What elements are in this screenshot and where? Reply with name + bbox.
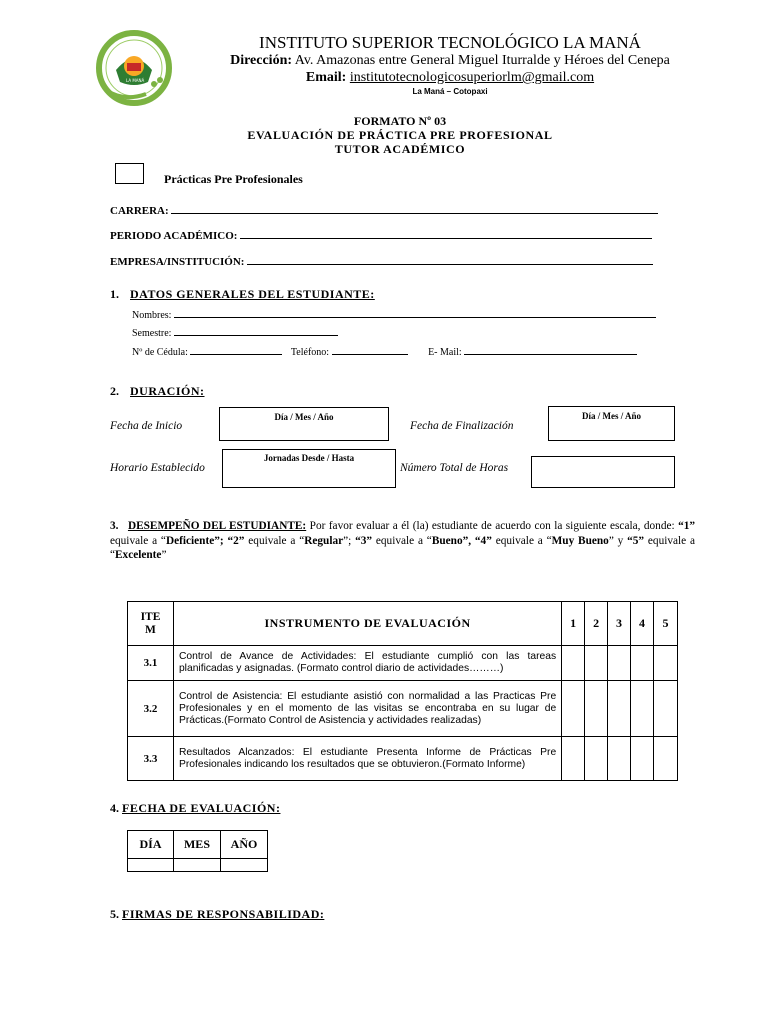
- carrera-label: CARRERA:: [110, 205, 169, 217]
- horario-label: Horario Establecido: [110, 462, 205, 474]
- score-header-5: 5: [653, 602, 677, 646]
- contact-row: [132, 345, 637, 358]
- fecha-inicio-label: Fecha de Inicio: [110, 420, 183, 432]
- score-header-4: 4: [631, 602, 654, 646]
- item-description: Resultados Alcanzados: El estudiante Presenta Informe de Prácticas Pre Profesionales indicando los resultados que se obtuvieron.(Formato Informe): [173, 737, 561, 781]
- scale-value-5: Excelente: [115, 549, 162, 561]
- scale-text-8: equivale a “: [495, 534, 552, 547]
- table-row: [128, 737, 678, 781]
- fecha-fin-label: Fecha de Finalización: [410, 420, 514, 432]
- student-email-input[interactable]: [464, 345, 637, 355]
- periodo-label: PERIODO ACADÉMICO:: [110, 230, 238, 242]
- scale-key-2: “2”: [227, 534, 245, 547]
- logo: [94, 30, 174, 106]
- col-instrumento-header: INSTRUMENTO DE EVALUACIÓN: [173, 602, 561, 646]
- scale-text-1: Por favor evaluar a él (la) estudiante de acuerdo con la siguiente escala, donde:: [309, 520, 675, 532]
- fecha-inicio-box[interactable]: [219, 407, 389, 441]
- nombres-input[interactable]: [174, 308, 656, 318]
- svg-text:LA MANÁ: LA MANÁ: [126, 78, 145, 83]
- section1-title: DATOS GENERALES DEL ESTUDIANTE:: [130, 287, 375, 301]
- dia-header: DÍA: [128, 831, 174, 859]
- section2-heading: [110, 384, 205, 399]
- score-cell[interactable]: [608, 646, 631, 681]
- scale-value-3: Bueno: [431, 534, 463, 547]
- section1-number: 1.: [110, 287, 119, 301]
- carrera-field: [110, 202, 658, 217]
- address-line: [180, 53, 720, 69]
- section2-title: DURACIÓN:: [130, 384, 205, 398]
- empresa-label: EMPRESA/INSTITUCIÓN:: [110, 256, 245, 268]
- fecha-fin-hint: Día / Mes / Año: [581, 411, 641, 421]
- item-number: 3.1: [128, 646, 174, 681]
- scale-text-6: equivale a “: [375, 534, 432, 547]
- anio-header: AÑO: [221, 831, 268, 859]
- score-header-2: 2: [585, 602, 608, 646]
- scale-key-1: “1”: [678, 520, 696, 532]
- score-cell[interactable]: [562, 681, 585, 737]
- semestre-input[interactable]: [174, 326, 338, 336]
- score-cell[interactable]: [608, 737, 631, 781]
- periodo-field: [110, 227, 652, 242]
- nombres-label: Nombres:: [132, 310, 172, 321]
- scale-key-5: “5”: [627, 534, 645, 547]
- horas-label: Número Total de Horas: [400, 462, 509, 474]
- item-description: Control de Avance de Actividades: El estudiante cumplió con las tareas planificadas y asignadas. (Formato control diario de actividades………): [173, 646, 561, 681]
- score-cell[interactable]: [585, 737, 608, 781]
- col-item-header: ITEM: [128, 602, 174, 646]
- cedula-input[interactable]: [190, 345, 282, 355]
- section3-paragraph: [110, 519, 695, 563]
- telefono-input[interactable]: [332, 345, 408, 355]
- item-number: 3.2: [128, 681, 174, 737]
- telefono-label: Teléfono:: [290, 347, 330, 358]
- section5-number: 5.: [110, 907, 119, 921]
- email-label: Email:: [305, 70, 347, 85]
- section3-number: 3.: [110, 520, 119, 532]
- scale-text-3: ”;: [214, 534, 224, 547]
- anio-input[interactable]: [221, 859, 268, 872]
- table-row: [128, 646, 678, 681]
- score-cell[interactable]: [585, 681, 608, 737]
- score-cell[interactable]: [562, 646, 585, 681]
- score-cell[interactable]: [653, 646, 677, 681]
- semestre-field: [132, 326, 338, 339]
- section4-title: FECHA DE EVALUACIÓN:: [122, 801, 281, 815]
- mes-input[interactable]: [174, 859, 221, 872]
- form-title: EVALUACIÓN DE PRÁCTICA PRE PROFESIONAL: [247, 128, 553, 142]
- score-cell[interactable]: [631, 646, 654, 681]
- periodo-input[interactable]: [240, 227, 652, 239]
- nombres-field: [132, 308, 656, 321]
- format-number: FORMATO Nº 03: [353, 114, 447, 128]
- evaluation-date-table: [127, 830, 268, 872]
- score-cell[interactable]: [631, 681, 654, 737]
- section4-heading: [110, 801, 280, 816]
- address-label: Dirección:: [230, 53, 293, 68]
- scale-text-7: ”,: [462, 534, 472, 547]
- email-line: [180, 70, 720, 86]
- dia-input[interactable]: [128, 859, 174, 872]
- score-header-3: 3: [608, 602, 631, 646]
- item-number: 3.3: [128, 737, 174, 781]
- scale-key-4: “4”: [474, 534, 492, 547]
- scale-value-2: Regular: [304, 534, 344, 547]
- fecha-fin-box[interactable]: [548, 406, 675, 441]
- form-subtitle: TUTOR ACADÉMICO: [334, 142, 466, 156]
- section1-heading: [110, 287, 375, 302]
- score-cell[interactable]: [608, 681, 631, 737]
- email-link[interactable]: institutotecnologicosuperiorlm@gmail.com: [349, 70, 595, 85]
- empresa-field: [110, 253, 653, 268]
- scale-value-4: Muy Bueno: [551, 534, 609, 547]
- section2-number: 2.: [110, 384, 119, 398]
- score-cell[interactable]: [653, 737, 677, 781]
- practicas-checkbox[interactable]: [115, 163, 144, 184]
- fecha-inicio-hint: Día / Mes / Año: [274, 412, 334, 422]
- section5-title: FIRMAS DE RESPONSABILIDAD:: [122, 907, 325, 921]
- scale-text-9: ” y: [608, 534, 624, 547]
- email-field-label: E- Mail:: [428, 347, 462, 358]
- address-text: Av. Amazonas entre General Miguel Iturralde y Héroes del Cenepa: [294, 53, 670, 68]
- item-description: Control de Asistencia: El estudiante asistió con normalidad a las Practicas Pre Profesionales y en el momento de las visitas se encontraba en su lugar de Prácticas.(Formato Control de Asistencia y actividades realizadas): [173, 681, 561, 737]
- empresa-input[interactable]: [247, 253, 653, 265]
- score-cell[interactable]: [585, 646, 608, 681]
- section5-heading: [110, 907, 324, 922]
- carrera-input[interactable]: [171, 202, 658, 214]
- checkbox-label: Prácticas Pre Profesionales: [164, 172, 303, 186]
- horas-box[interactable]: [531, 456, 675, 488]
- table-row: [128, 681, 678, 737]
- score-header-1: 1: [562, 602, 585, 646]
- institution-name: INSTITUTO SUPERIOR TECNOLÓGICO LA MANÁ: [259, 33, 641, 52]
- score-cell[interactable]: [653, 681, 677, 737]
- semestre-label: Semestre:: [132, 328, 172, 339]
- scale-text-4: equivale a “: [248, 534, 305, 547]
- evaluation-table: [127, 601, 678, 781]
- mes-header: MES: [174, 831, 221, 859]
- horario-hint: Jornadas Desde / Hasta: [263, 453, 355, 463]
- section3-title: DESEMPEÑO DEL ESTUDIANTE:: [127, 520, 307, 532]
- section4-number: 4.: [110, 801, 119, 815]
- score-cell[interactable]: [562, 737, 585, 781]
- horario-box[interactable]: [222, 449, 396, 488]
- scale-text-5: ”;: [343, 534, 352, 547]
- table-header-row: [128, 602, 678, 646]
- score-cell[interactable]: [631, 737, 654, 781]
- cedula-label: Nº de Cédula:: [132, 347, 188, 358]
- scale-text-11: ”: [161, 549, 167, 561]
- scale-value-1: Deficiente: [165, 534, 215, 547]
- scale-text-10: equivale a “: [110, 534, 696, 561]
- scale-key-3: “3”: [355, 534, 373, 547]
- scale-text-2: equivale a “: [110, 534, 166, 547]
- location: La Maná – Cotopaxi: [412, 87, 488, 96]
